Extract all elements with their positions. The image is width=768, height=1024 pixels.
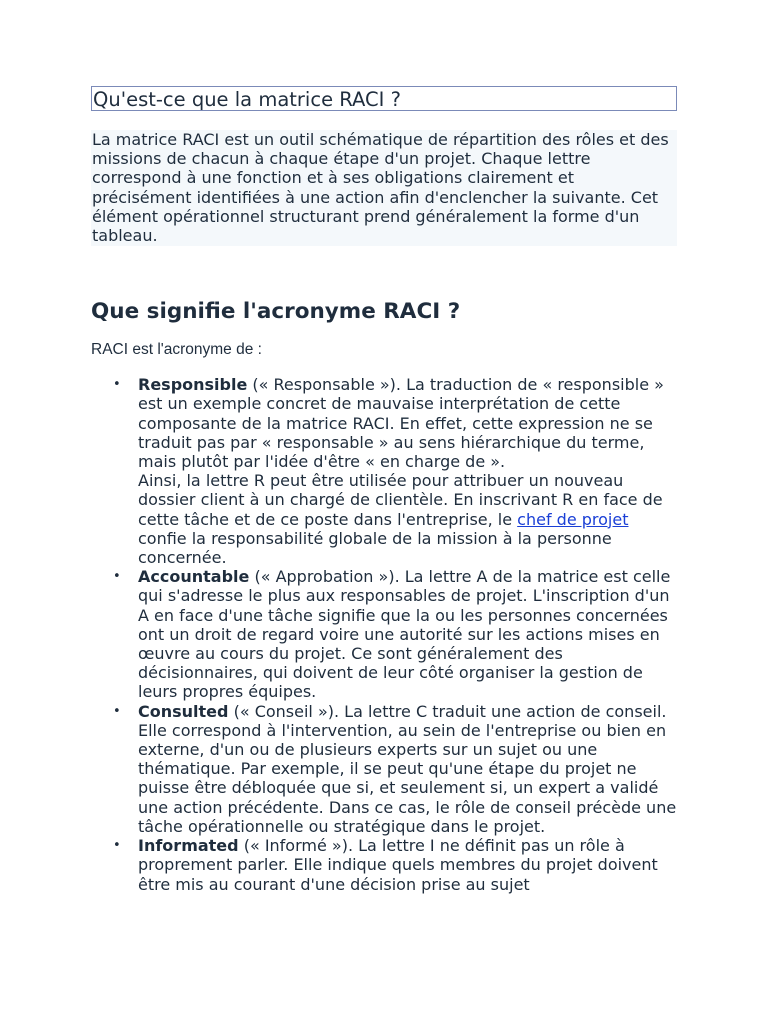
bullet-icon: •: [113, 838, 121, 854]
document-page: [91, 86, 677, 894]
term-description-end: confie la responsabilité globale de la mission à la personne concernée.: [138, 528, 612, 568]
bullet-icon: •: [113, 569, 121, 585]
list-item-accountable: [91, 567, 677, 701]
term-label: Informated: [138, 836, 239, 856]
term-description: (« Approbation »). La lettre A de la matrice est celle qui s'adresse le plus aux responsables de projet. L'inscription d'un A en face d'une tâche signifie que la ou les personnes concernées ont un droit de regard voire une autorité sur les actions mises en œuvre au cours du projet. Ce sont généralement des décisionnaires, qui doivent de leur côté organiser la gestion de leurs propres équipes.: [138, 567, 671, 702]
term-description: (« Conseil »). La lettre C traduit une action de conseil. Elle correspond à l'intervention, au sein de l'entreprise ou bien en externe, d'un ou de plusieurs experts sur un sujet ou une thématique. Par exemple, il se peut qu'une étape du projet ne puisse être débloquée que si, et seulement si, un expert a validé une action précédente. Dans ce cas, le rôle de conseil précède une tâche opérationnelle ou stratégique dans le projet.: [138, 701, 677, 836]
page-title: Qu'est-ce que la matrice RACI ?: [91, 86, 677, 111]
term-label: Consulted: [138, 701, 229, 721]
lead-text: RACI est l'acronyme de :: [91, 341, 262, 359]
bullet-icon: •: [113, 703, 121, 719]
term-description: (« Informé »). La lettre I ne définit pas un rôle à proprement parler. Elle indique quels membres du projet doivent être mis au courant d'une décision prise au sujet: [138, 836, 658, 894]
section-heading: Que signifie l'acronyme RACI ?: [91, 299, 461, 325]
bullet-icon: •: [113, 377, 121, 393]
list-item-informated: [91, 836, 677, 894]
list-item-responsible: [91, 375, 677, 567]
term-label: Accountable: [138, 567, 250, 587]
term-description: (« Responsable »). La traduction de « responsible » est un exemple concret de mauvaise interprétation de cette composante de la matrice RACI. En effet, cette expression ne se traduit pas par « responsable » au sens hiérarchique du terme, mais plutôt par l'idée d'être « en charge de ».: [138, 375, 664, 472]
intro-paragraph: La matrice RACI est un outil schématique de répartition des rôles et des missions de chacun à chaque étape d'un projet. Chaque lettre correspond à une fonction et à ses obligations clairement et précisément identifiées à une action afin d'enclencher la suivante. Cet élément opérationnel structurant prend généralement la forme d'un tableau.: [91, 130, 677, 246]
definition-list: [91, 375, 677, 893]
list-item-consulted: [91, 702, 677, 836]
chef-de-projet-link[interactable]: chef de projet: [517, 509, 629, 529]
term-label: Responsible: [138, 375, 248, 395]
term-description-continued: Ainsi, la lettre R peut être utilisée pour attribuer un nouveau dossier client à un chargé de clientèle. En inscrivant R en face de cette tâche et de ce poste dans l'entreprise, le: [138, 471, 663, 529]
